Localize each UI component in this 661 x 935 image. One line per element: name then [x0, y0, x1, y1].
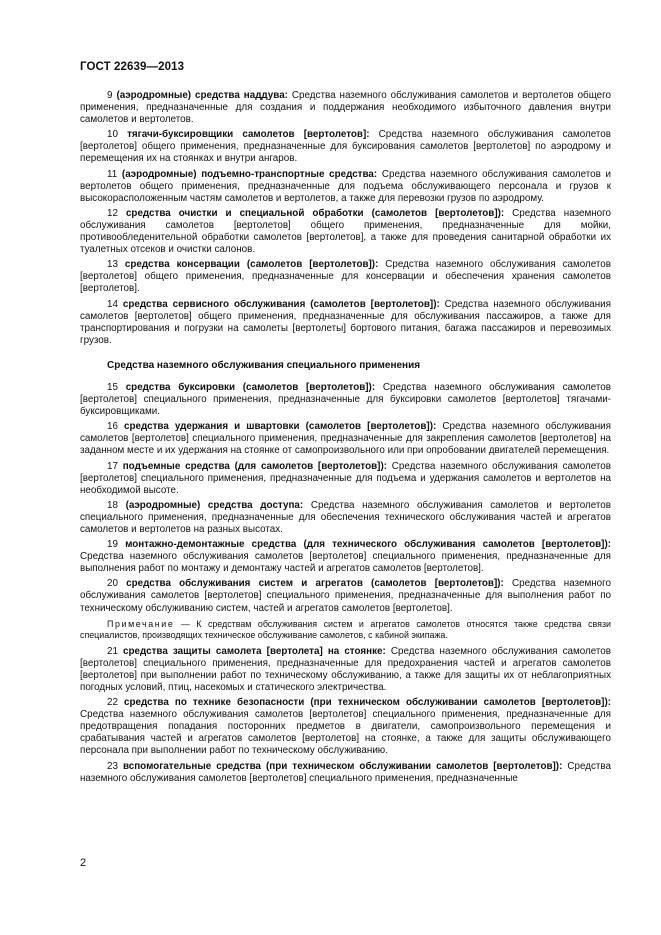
term-paragraph: 20 средства обслуживания систем и агрегатов (самолетов [вертолетов]): Средства наземного обслуживания самолетов [вертолетов] специального применения, предназначенные для выполнения работ по техническому обслуживанию систем, частей и агрегатов самолетов [вертолетов].: [80, 578, 611, 614]
term-paragraph: 13 средства консервации (самолетов [вертолетов]): Средства наземного обслуживания самолетов [вертолетов] общего применения, предназначенные для консервации и обеспечения хранения самолетов [вертолетов].: [80, 259, 612, 295]
term-paragraph: 21 средства защиты самолета [вертолета] на стоянке: Средства наземного обслуживания самолетов [вертолетов] специального применения, предназначенные для предохранения частей и агрегатов самолетов [вертолетов] при выполнении работ по техническому обслуживанию, а также для защиты их от неблагоприятных погодных условий, птиц, насекомых и статического электричества.: [80, 645, 612, 693]
section-heading: Средства наземного обслуживания специального применения: [107, 359, 421, 371]
term: (аэродромные) подъемно-транспортные средства:: [121, 168, 378, 180]
term-paragraph: 23 вспомогательные средства (при техническом обслуживании самолетов [вертолетов]): Средства наземного обслуживания самолетов [вертолетов] специального применения, предназначенные: [80, 760, 611, 784]
term-paragraph: 11 (аэродромные) подъемно-транспортные средства: Средства наземного обслуживания самолетов и вертолетов общего применения, предназначенные для подъема обслуживающего персонала и грузов к высокорасположенным частям самолетов и вертолетов, а также для перевозки грузов по аэродрому.: [80, 168, 612, 204]
note-label: Примечание: [107, 618, 175, 629]
definition: Средства наземного обслуживания самолетов [вертолетов] общего применения, предназначенные для консервации и обеспечения хранения самолетов [вертолетов].: [80, 259, 612, 295]
definition: Средства наземного обслуживания самолетов [вертолетов] специального применения, предназначенные для буксировки самолетов [вертолетов] тягачами-буксировщиками.: [80, 381, 611, 418]
term-paragraph: 16 средства удержания и швартовки (самолетов [вертолетов]): Средства наземного обслуживания самолетов [вертолетов] специального применения, предназначенные для закрепления самолетов [вертолетов] на заданном месте и их удержания на стоянке от самопроизвольного или при опробовании двигателей перемещения.: [80, 421, 611, 457]
term-paragraph: 18 (аэродромные) средства доступа: Средства наземного обслуживания самолетов и вертолетов специального применения, предназначенные для обеспечения технического обслуживания частей и агрегатов самолетов и вертолетов на разных высотах.: [80, 499, 611, 535]
term-paragraph: 15 средства буксировки (самолетов [вертолетов]): Средства наземного обслуживания самолетов [вертолетов] специального применения, предназначенные для буксировки самолетов [вертолетов] тягачами-буксировщиками.: [80, 381, 611, 418]
definition: Средства наземного обслуживания самолетов [вертолетов] специального применения, предназначенные: [80, 760, 611, 784]
note: [80, 619, 611, 641]
definition: Средства наземного обслуживания самолетов [вертолетов] специального применения, предназначенные для закрепления самолетов [вертолетов] на заданном месте и их удержания на стоянке от самопроизвольного или при опробовании двигателей перемещения.: [80, 421, 611, 457]
definition: Средства наземного обслуживания самолетов [вертолетов] общего применения, предназначенные для буксирования самолетов [вертолетов] по аэродрому и перемещения их на стоянках и внутри ангаров.: [80, 129, 612, 165]
definition: Средства наземного обслуживания самолетов и вертолетов общего применения, предназначенные для подъема обслуживающего персонала и грузов к высокорасположенным частям самолетов и вертолетов, а также для перевозки грузов по аэродрому.: [80, 168, 612, 204]
term: (аэродромные) средства доступа:: [125, 499, 304, 511]
term-paragraph: 17 подъемные средства (для самолетов [вертолетов]): Средства наземного обслуживания самолетов [вертолетов] специального применения, предназначенные для подъема и удержания самолетов и вертолетов на необходимой высоте.: [80, 460, 612, 496]
term: подъемные средства (для самолетов [вертолетов]):: [122, 460, 388, 472]
term: средства сервисного обслуживания (самолетов [вертолетов]):: [122, 298, 440, 310]
definition: Средства наземного обслуживания самолетов [вертолетов] специального применения, предназначенные для выполнения работ по монтажу и демонтажу частей и агрегатов самолетов [вертолетов].: [80, 551, 611, 575]
term: средства буксировки (самолетов [вертолетов]):: [125, 381, 376, 393]
term: средства удержания и швартовки (самолетов [вертолетов]):: [124, 421, 437, 433]
term: средства консервации (самолетов [вертолетов]):: [124, 259, 379, 271]
term: тягачи-буксировщики самолетов [вертолетов]:: [127, 129, 370, 141]
definition: Средства наземного обслуживания самолетов [вертолетов] специального применения, предназначенные для предотвращения попадания посторонних предметов в двигатели, самопроизвольного перемещения и срабатывания частей и агрегатов самолетов [вертолетов] на стоянке, а также для защиты обслуживающего персонала при выполнении работ по техническому обслуживанию.: [80, 709, 611, 757]
term-paragraph: 9 (аэродромные) средства наддува: Средства наземного обслуживания самолетов и вертолетов общего применения, предназначенные для создания и поддержания необходимого избыточного давления внутри самолетов и вертолетов.: [80, 90, 612, 126]
term-paragraph: 22 средства по технике безопасности (при техническом обслуживании самолетов [вертолетов]): Средства наземного обслуживания самолетов [вертолетов] специального применения, предназначенные для предотвращения попадания посторонних предметов в двигатели, самопроизвольного перемещения и срабатывания частей и агрегатов самолетов [вертолетов] на стоянке, а также для защиты обслуживающего персонала при выполнении работ по техническому обслуживанию.: [80, 697, 612, 757]
definition: Средства наземного обслуживания самолетов [вертолетов] общего применения, предназначенные для мойки, противообледенительной обработки самолетов [вертолетов], а также для проведения санитарной обработки их туалетных отсеков и очистки салонов.: [80, 207, 611, 256]
term: вспомогательные средства (при техническом обслуживании самолетов [вертолетов]):: [122, 760, 563, 772]
term-paragraph: 12 средства очистки и специальной обработки (самолетов [вертолетов]): Средства наземного обслуживания самолетов [вертолетов] общего применения, предназначенные для мойки, противообледенительной обработки самолетов [вертолетов], а также для проведения санитарной обработки их туалетных отсеков и очистки салонов.: [80, 207, 611, 256]
paragraphs-special: [80, 382, 611, 615]
definition: Средства наземного обслуживания самолетов и вертолетов специального применения, предназначенные для обеспечения технического обслуживания частей и агрегатов самолетов и вертолетов на разных высотах.: [80, 499, 611, 535]
note-text: — К средствам обслуживания систем и агрегатов самолетов относятся также средства связи специалистов, производящих техническое обслуживание самолетов, с кабиной экипажа.: [80, 618, 611, 640]
paragraphs-special-continued: [80, 646, 611, 785]
definition: Средства наземного обслуживания самолетов [вертолетов] специального применения, предназначенные для подъема и удержания самолетов и вертолетов на необходимой высоте.: [80, 460, 612, 496]
definition: Средства наземного обслуживания самолетов и вертолетов общего применения, предназначенные для создания и поддержания необходимого избыточного давления внутри самолетов и вертолетов.: [80, 90, 612, 126]
definition: Средства наземного обслуживания самолетов [вертолетов] специального применения, предназначенные для выполнения работ по техническому обслуживанию систем, частей и агрегатов самолетов [вертолетов].: [80, 578, 611, 614]
page-number: 2: [80, 857, 87, 869]
definition: Средства наземного обслуживания самолетов [вертолетов] специального применения, предназначенные для предохранения частей и агрегатов самолетов [вертолетов] при выполнении работ по техническому обслуживанию, а также для защиты их от неблагоприятных погодных условий, птиц, насекомых и статического электричества.: [80, 645, 612, 693]
term: средства защиты самолета [вертолета] на стоянке:: [123, 645, 386, 657]
document-header: ГОСТ 22639—2013: [80, 61, 185, 73]
term-paragraph: 10 тягачи-буксировщики самолетов [вертолетов]: Средства наземного обслуживания самолетов [вертолетов] общего применения, предназначенные для буксирования самолетов [вертолетов] по аэродрому и перемещения их на стоянках и внутри ангаров.: [80, 129, 612, 165]
paragraphs-general: [80, 90, 611, 347]
term: средства по технике безопасности (при техническом обслуживании самолетов [вертолетов]):: [124, 697, 612, 709]
term-paragraph: 19 монтажно-демонтажные средства (для технического обслуживания самолетов [вертолетов]): Средства наземного обслуживания самолетов [вертолетов] специального применения, предназначенные для выполнения работ по монтажу и демонтажу частей и агрегатов самолетов [вертолетов].: [80, 539, 611, 575]
term: монтажно-демонтажные средства (для технического обслуживания самолетов [вертолетов]):: [125, 539, 611, 551]
document-body: [80, 90, 611, 788]
term: средства обслуживания систем и агрегатов (самолетов [вертолетов]):: [126, 578, 504, 590]
term-paragraph: 14 средства сервисного обслуживания (самолетов [вертолетов]): Средства наземного обслуживания самолетов [вертолетов] общего применения, предназначенные для обслуживания пассажиров, а также для транспортирования и погрузки на самолеты [вертолеты] бортового питания, багажа пассажиров и перевозимых грузов.: [80, 298, 611, 346]
definition: Средства наземного обслуживания самолетов [вертолетов] общего применения, предназначенные для обслуживания пассажиров, а также для транспортирования и погрузки на самолеты [вертолеты] бортового питания, багажа пассажиров и перевозимых грузов.: [80, 298, 611, 346]
term: средства очистки и специальной обработки (самолетов [вертолетов]):: [125, 207, 505, 219]
term: (аэродромные) средства наддува:: [116, 90, 288, 101]
